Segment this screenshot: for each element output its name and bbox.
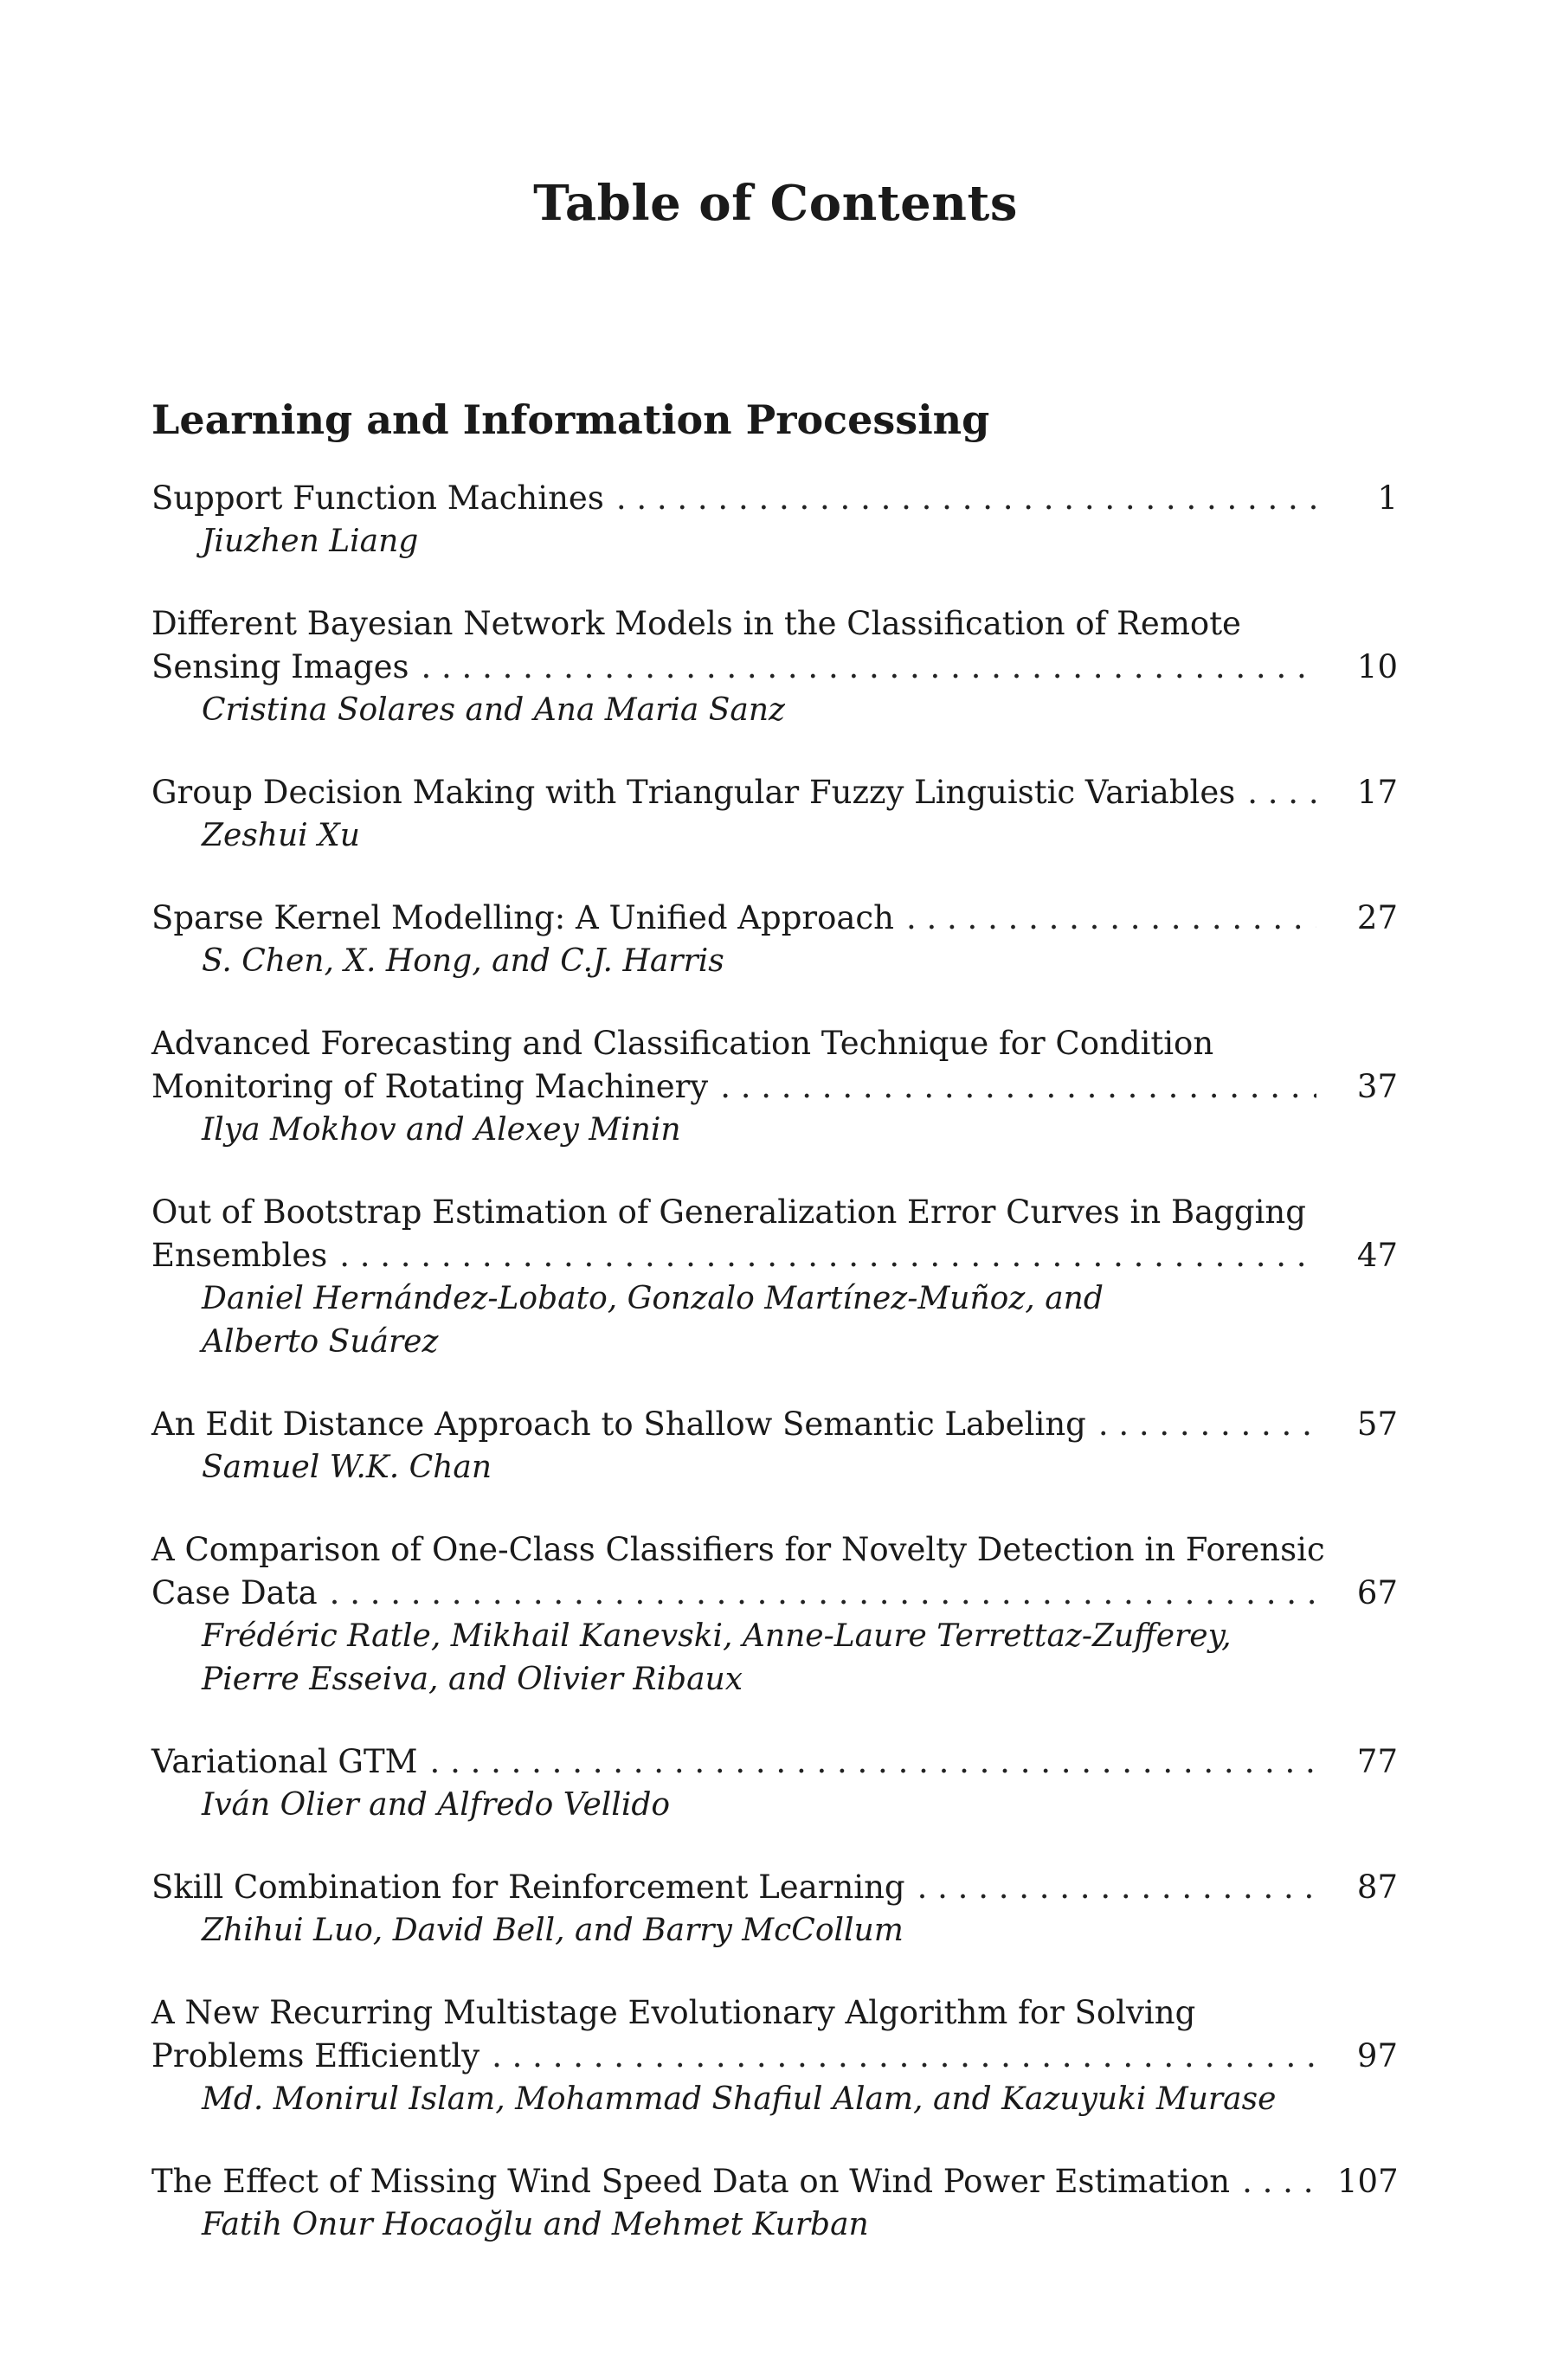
toc-entry[interactable] (151, 1191, 1398, 1364)
dot-leader (1247, 771, 1316, 814)
toc-entry-title-line (151, 477, 1398, 520)
toc-entry-title-line (151, 1572, 1398, 1615)
toc-entry-authors: Alberto Suárez (202, 1324, 439, 1360)
toc-entry-title-line (151, 602, 1398, 646)
toc-entry-title-line (151, 897, 1398, 940)
toc-entry-page-number: 37 (1356, 1068, 1398, 1105)
dot-leader (330, 1572, 1316, 1615)
toc-entry-page-number: 67 (1356, 1574, 1398, 1611)
toc-entry-authors: S. Chen, X. Hong, and C.J. Harris (202, 943, 724, 979)
toc-entry-authors: Fatih Onur Hocaoğlu and Mehmet Kurban (202, 2207, 869, 2242)
toc-entry-title: An Edit Distance Approach to Shallow Semantic Labeling (151, 1405, 1086, 1443)
toc-entry-page-number: 107 (1337, 2163, 1399, 2200)
toc-entry-title-line (151, 646, 1398, 689)
toc-entry-authors: Cristina Solares and Ana Maria Sanz (202, 692, 786, 728)
page-title: Table of Contents (533, 175, 1018, 232)
toc-entry-page-number: 47 (1356, 1237, 1398, 1274)
dot-leader (906, 897, 1316, 940)
toc-entry-authors: Samuel W.K. Chan (202, 1450, 492, 1485)
section-heading: Learning and Information Processing (151, 396, 990, 443)
toc-entry-page-number: 17 (1356, 774, 1398, 811)
toc-entry-title: A New Recurring Multistage Evolutionary Algorithm for Solving (151, 1994, 1196, 2031)
toc-entry[interactable] (151, 1528, 1398, 1701)
toc-entry-authors: Zeshui Xu (202, 818, 360, 853)
toc-entry-title: Out of Bootstrap Estimation of Generalization Error Curves in Bagging (151, 1193, 1306, 1231)
toc-entry-title: Support Function Machines (151, 479, 604, 517)
toc-entry-title: Different Bayesian Network Models in the Classification of Remote (151, 605, 1241, 642)
dot-leader (720, 1065, 1316, 1109)
dot-leader (339, 1234, 1316, 1277)
toc-entry[interactable] (151, 1991, 1398, 2121)
toc-entry-title-line (151, 1022, 1398, 1065)
toc-entry[interactable] (151, 477, 1398, 563)
toc-entry-title: Skill Combination for Reinforcement Learning (151, 1869, 905, 1906)
toc-entry-title: A Comparison of One-Class Classifiers for Novelty Detection in Forensic (151, 1531, 1325, 1568)
toc-entry-title-line (151, 1234, 1398, 1277)
dot-leader (430, 1740, 1316, 1784)
toc-entry-page-number: 27 (1356, 899, 1398, 936)
toc-entry[interactable] (151, 1022, 1398, 1152)
toc-entry-title-line (151, 1991, 1398, 2035)
toc-entry-title: Variational GTM (151, 1743, 418, 1780)
toc-entry-title: Ensembles (151, 1237, 328, 1274)
toc-entry-title-line (151, 2035, 1398, 2078)
toc-entry-title: Monitoring of Rotating Machinery (151, 1068, 709, 1105)
toc-entry-authors: Jiuzhen Liang (202, 524, 419, 559)
toc-entry-page-number: 1 (1377, 479, 1398, 517)
toc-entry[interactable] (151, 2160, 1398, 2247)
toc-entry-authors: Daniel Hernández-Lobato, Gonzalo Martínez-Muñoz, and (202, 1281, 1104, 1316)
toc-entry-page-number: 77 (1356, 1743, 1398, 1780)
dot-leader (616, 477, 1316, 520)
toc-entry[interactable] (151, 771, 1398, 858)
toc-entry-title-line (151, 2160, 1398, 2203)
toc-entry-page-number: 97 (1356, 2037, 1398, 2074)
toc-entry-authors: Iván Olier and Alfredo Vellido (202, 1787, 671, 1823)
toc-entry-title-line (151, 1065, 1398, 1109)
toc-entry-title: Problems Efficiently (151, 2037, 480, 2074)
toc-entry-authors: Pierre Esseiva, and Olivier Ribaux (202, 1662, 743, 1697)
toc-entry[interactable] (151, 1740, 1398, 1827)
toc-entry-page-number: 87 (1356, 1869, 1398, 1906)
toc-entry-title: Advanced Forecasting and Classification Technique for Condition (151, 1025, 1214, 1062)
toc-entry-title-line (151, 1403, 1398, 1446)
dot-leader (1242, 2160, 1316, 2203)
toc-entry[interactable] (151, 1866, 1398, 1952)
toc-entry-authors: Md. Monirul Islam, Mohammad Shafiul Alam, and Kazuyuki Murase (202, 2081, 1277, 2117)
dot-leader (422, 646, 1317, 689)
toc-entry-title-line (151, 1740, 1398, 1784)
dot-leader (492, 2035, 1316, 2078)
toc-list (151, 477, 1398, 2286)
toc-entry-page-number: 10 (1356, 648, 1398, 685)
toc-entry-authors: Frédéric Ratle, Mikhail Kanevski, Anne-Laure Terrettaz-Zufferey, (202, 1618, 1232, 1654)
toc-entry-title-line (151, 771, 1398, 814)
toc-entry-title: The Effect of Missing Wind Speed Data on Wind Power Estimation (151, 2163, 1231, 2200)
toc-entry-title: Sparse Kernel Modelling: A Unified Approach (151, 899, 894, 936)
toc-entry-title: Case Data (151, 1574, 318, 1611)
toc-entry-title: Sensing Images (151, 648, 409, 685)
toc-entry[interactable] (151, 897, 1398, 983)
toc-entry-title-line (151, 1191, 1398, 1234)
dot-leader (917, 1866, 1316, 1909)
toc-entry[interactable] (151, 602, 1398, 732)
dot-leader (1098, 1403, 1316, 1446)
toc-entry-title-line (151, 1866, 1398, 1909)
toc-entry-authors: Zhihui Luo, David Bell, and Barry McCollum (202, 1913, 904, 1948)
toc-entry-authors: Ilya Mokhov and Alexey Minin (202, 1112, 681, 1148)
toc-entry-title-line (151, 1528, 1398, 1572)
toc-entry-title: Group Decision Making with Triangular Fuzzy Linguistic Variables (151, 774, 1236, 811)
toc-entry[interactable] (151, 1403, 1398, 1489)
toc-entry-page-number: 57 (1356, 1405, 1398, 1443)
